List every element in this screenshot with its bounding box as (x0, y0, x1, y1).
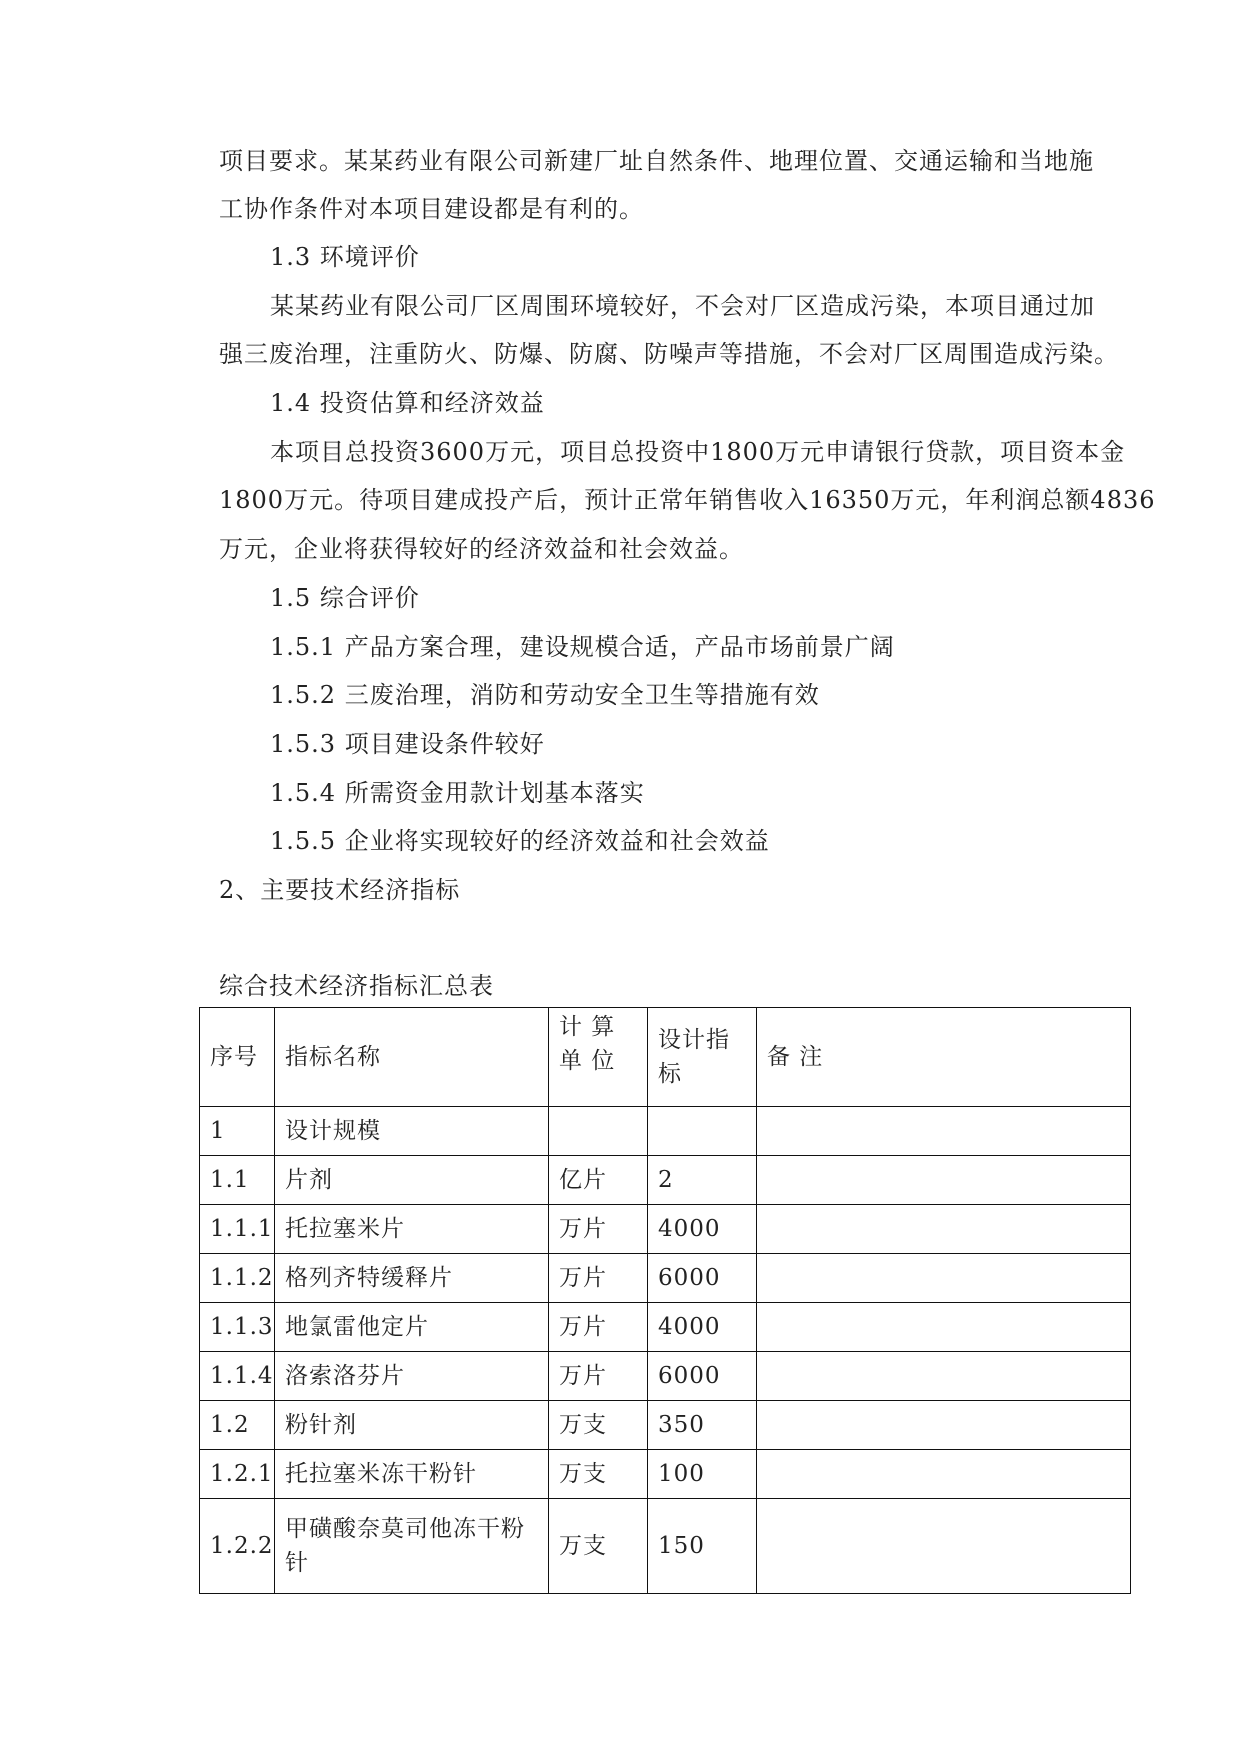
cell-value: 350 (648, 1401, 757, 1450)
cell-remark (757, 1156, 1131, 1205)
table-row (200, 1254, 1131, 1303)
cell-value: 4000 (648, 1205, 757, 1254)
cell-no: 1.1 (200, 1156, 275, 1205)
cell-no: 1.1.2 (200, 1254, 275, 1303)
cell-name: 托拉塞米冻干粉针 (275, 1450, 549, 1499)
cell-remark (757, 1401, 1131, 1450)
cell-remark (757, 1205, 1131, 1254)
cell-remark (757, 1107, 1131, 1156)
section-heading-2: 2、主要技术经济指标 (219, 876, 461, 904)
section-heading-1-3: 1.3 环境评价 (270, 243, 420, 271)
cell-name: 洛索洛芬片 (275, 1352, 549, 1401)
cell-unit: 万片 (549, 1254, 648, 1303)
table-row (200, 1156, 1131, 1205)
cell-value: 2 (648, 1156, 757, 1205)
header-name: 指标名称 (275, 1008, 549, 1107)
list-item-1-5-4: 1.5.4 所需资金用款计划基本落实 (270, 779, 645, 807)
cell-name: 设计规模 (275, 1107, 549, 1156)
section-heading-1-5: 1.5 综合评价 (270, 584, 420, 612)
cell-remark (757, 1499, 1131, 1594)
cell-no: 1.1.1 (200, 1205, 275, 1254)
header-value: 设计指标 (648, 1008, 757, 1107)
cell-remark (757, 1303, 1131, 1352)
cell-name: 地氯雷他定片 (275, 1303, 549, 1352)
cell-no: 1.1.3 (200, 1303, 275, 1352)
cell-name: 粉针剂 (275, 1401, 549, 1450)
paragraph-line: 万元，企业将获得较好的经济效益和社会效益。 (219, 535, 744, 563)
cell-no: 1.1.4 (200, 1352, 275, 1401)
cell-value: 6000 (648, 1352, 757, 1401)
cell-name: 托拉塞米片 (275, 1205, 549, 1254)
cell-unit (549, 1107, 648, 1156)
cell-unit: 万片 (549, 1303, 648, 1352)
cell-remark (757, 1254, 1131, 1303)
table-row (200, 1205, 1131, 1254)
table-row (200, 1450, 1131, 1499)
table-header-row (200, 1008, 1131, 1107)
paragraph-line: 工协作条件对本项目建设都是有利的。 (219, 195, 644, 223)
cell-value: 150 (648, 1499, 757, 1594)
list-item-1-5-2: 1.5.2 三废治理，消防和劳动安全卫生等措施有效 (270, 681, 820, 709)
cell-no: 1 (200, 1107, 275, 1156)
table-row (200, 1107, 1131, 1156)
cell-unit: 万支 (549, 1499, 648, 1594)
cell-unit: 万片 (549, 1352, 648, 1401)
cell-name: 甲磺酸奈莫司他冻干粉针 (275, 1499, 549, 1594)
cell-value (648, 1107, 757, 1156)
table-row (200, 1352, 1131, 1401)
cell-unit: 万支 (549, 1401, 648, 1450)
header-unit: 计 算 单 位 (549, 1008, 648, 1107)
paragraph-line: 某某药业有限公司厂区周围环境较好，不会对厂区造成污染，本项目通过加 (270, 292, 1095, 320)
table-row (200, 1499, 1131, 1594)
table-row (200, 1401, 1131, 1450)
table-row (200, 1303, 1131, 1352)
cell-unit: 亿片 (549, 1156, 648, 1205)
cell-value: 4000 (648, 1303, 757, 1352)
indicator-summary-table (199, 1007, 1131, 1594)
table-caption: 综合技术经济指标汇总表 (219, 972, 494, 1000)
header-no: 序号 (200, 1008, 275, 1107)
cell-value: 100 (648, 1450, 757, 1499)
cell-value: 6000 (648, 1254, 757, 1303)
cell-no: 1.2 (200, 1401, 275, 1450)
cell-name: 格列齐特缓释片 (275, 1254, 549, 1303)
paragraph-line: 强三废治理，注重防火、防爆、防腐、防噪声等措施，不会对厂区周围造成污染。 (219, 340, 1119, 368)
cell-remark (757, 1352, 1131, 1401)
cell-unit: 万片 (549, 1205, 648, 1254)
section-heading-1-4: 1.4 投资估算和经济效益 (270, 389, 545, 417)
cell-remark (757, 1450, 1131, 1499)
cell-no: 1.2.1 (200, 1450, 275, 1499)
cell-no: 1.2.2 (200, 1499, 275, 1594)
list-item-1-5-1: 1.5.1 产品方案合理，建设规模合适，产品市场前景广阔 (270, 633, 895, 661)
list-item-1-5-5: 1.5.5 企业将实现较好的经济效益和社会效益 (270, 827, 770, 855)
cell-name: 片剂 (275, 1156, 549, 1205)
list-item-1-5-3: 1.5.3 项目建设条件较好 (270, 730, 545, 758)
header-remark: 备 注 (757, 1008, 1131, 1107)
paragraph-line: 项目要求。某某药业有限公司新建厂址自然条件、地理位置、交通运输和当地施 (219, 147, 1094, 175)
paragraph-line: 本项目总投资3600万元，项目总投资中1800万元申请银行贷款，项目资本金 (270, 438, 1126, 466)
cell-unit: 万支 (549, 1450, 648, 1499)
paragraph-line: 1800万元。待项目建成投产后，预计正常年销售收入16350万元，年利润总额4836 (219, 486, 1156, 514)
